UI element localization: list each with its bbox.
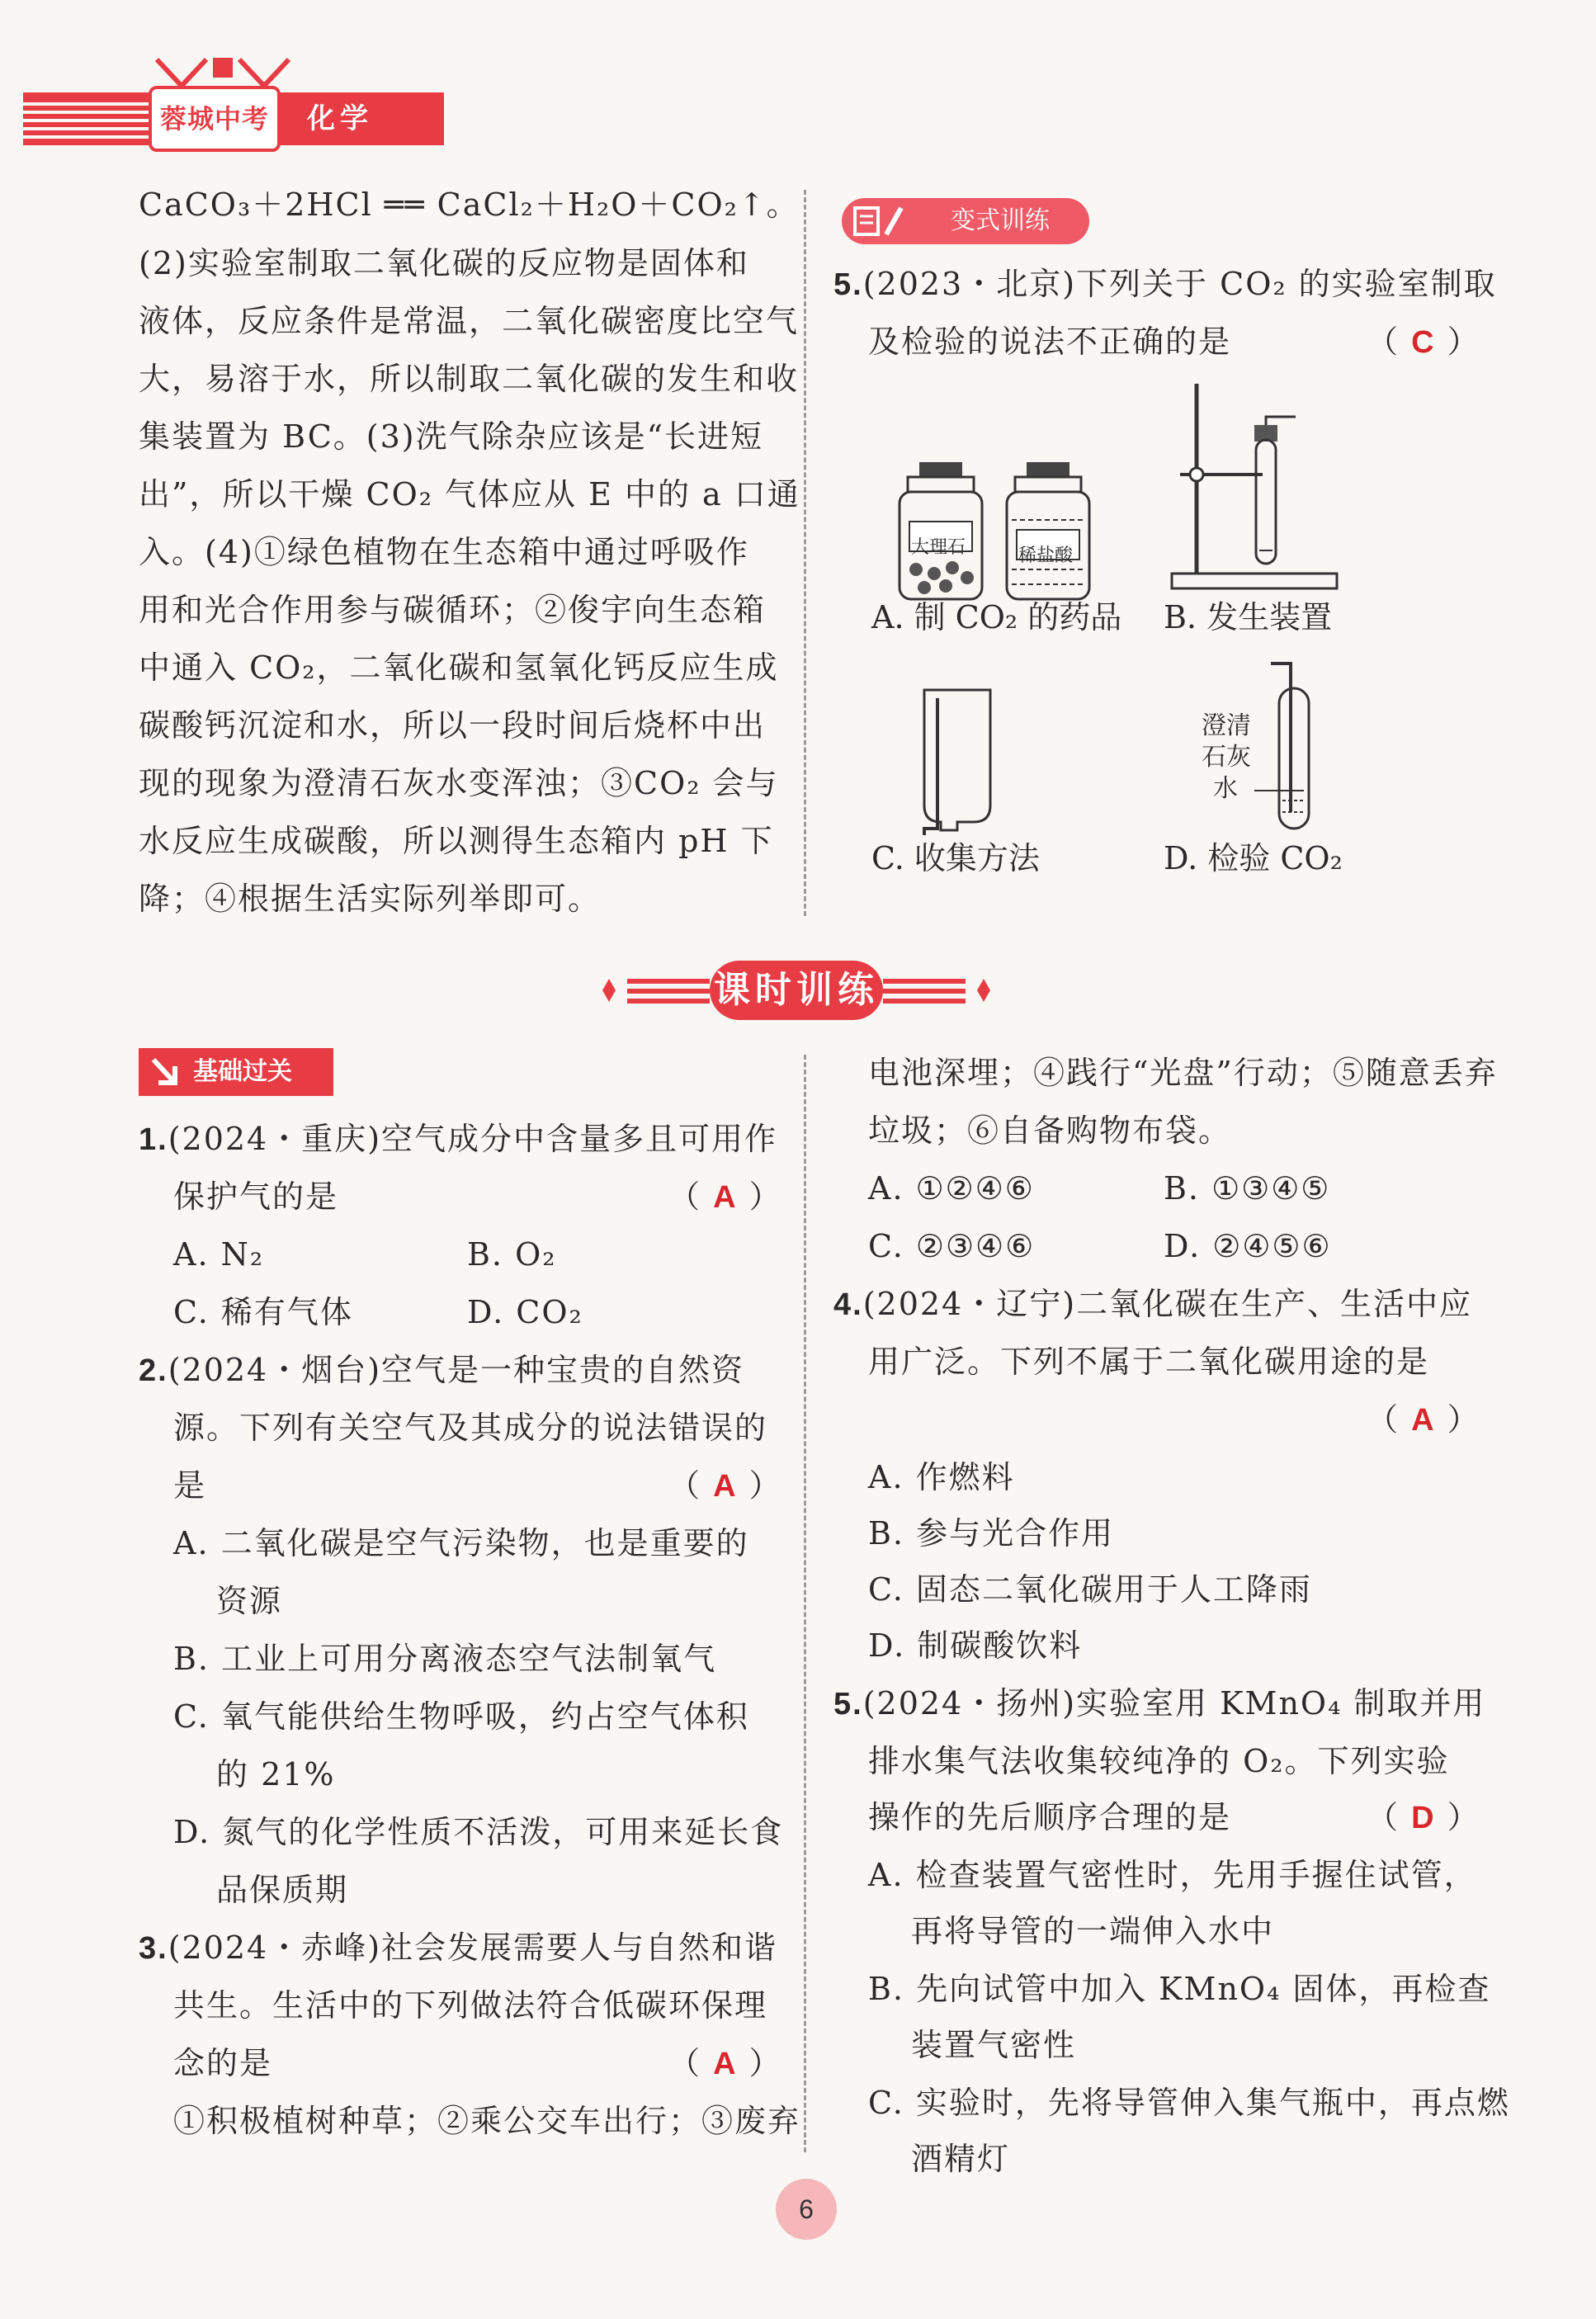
question-text: (2023・北京)下列关于 CO₂ 的实验室制取 [862, 266, 1497, 302]
question-text: 垃圾；⑥自备购物布袋。 [868, 1112, 1232, 1149]
answer-letter: C [1411, 325, 1436, 360]
option-b-label: B. 发生装置 [1164, 599, 1333, 635]
text-line: 大，易溶于水，所以制取二氧化碳的发生和收 [139, 361, 800, 397]
option-a: A. 作燃料 [868, 1459, 1015, 1495]
option-a: A. 二氧化碳是空气污染物，也是重要的 [173, 1525, 749, 1561]
text-line: 碳酸钙沉淀和水，所以一段时间后烧杯中出 [139, 707, 767, 744]
text-line: 液体，反应条件是常温，二氧化碳密度比空气 [139, 303, 800, 339]
option-c: C. 稀有气体 [173, 1294, 353, 1330]
basic-label-text: 基础过关 [193, 1057, 292, 1086]
text-line: (2)实验室制取二氧化碳的反应物是固体和 [139, 245, 749, 281]
option-b: B. 先向试管中加入 KMnO₄ 固体，再检查 [868, 1971, 1491, 2007]
text-line: 水反应生成碳酸，所以测得生态箱内 pH 下 [139, 823, 774, 859]
question-row [868, 324, 1231, 360]
question-text: 排水集气法收集较纯净的 O₂。下列实验 [868, 1743, 1450, 1779]
question-row [833, 1286, 1472, 1323]
option-b: B. O₂ [467, 1236, 557, 1273]
question-text: (2024・扬州)实验室用 KMnO₄ 制取并用 [862, 1685, 1486, 1722]
option-d: D. 氮气的化学性质不活泼，可用来延长食 [173, 1814, 784, 1850]
question-row [139, 1121, 777, 1158]
question-number: 5. [833, 1687, 863, 1722]
option-d: D. ②④⑤⑥ [1164, 1228, 1332, 1264]
answer-letter: D [1411, 1801, 1436, 1835]
limewater-label-2: 石灰 [1202, 743, 1251, 772]
question-row [833, 1685, 1485, 1722]
brand-badge [149, 86, 281, 152]
arrow-down-right-icon [145, 1048, 183, 1096]
answer-slot: （ A ） [668, 1467, 782, 1504]
text-line: 中通入 CO₂，二氧化碳和氢氧化钙反应生成 [139, 649, 779, 686]
question-text: 是 [173, 1467, 207, 1504]
option-b: B. ①③④⑤ [1164, 1170, 1331, 1207]
limewater-tube-figure [1254, 655, 1345, 837]
option-c-cont: 的 21% [216, 1756, 336, 1792]
option-a: A. ①②④⑥ [868, 1170, 1035, 1207]
text-line: 集装置为 BC。(3)洗气除杂应该是“长进短 [139, 418, 764, 455]
question-number: 1. [139, 1122, 168, 1157]
bottle1-label: 大理石 [911, 537, 966, 558]
limewater-label-3: 水 [1213, 774, 1238, 803]
question-text: 念的是 [173, 2045, 273, 2081]
option-c: C. 固态二氧化碳用于人工降雨 [868, 1571, 1312, 1608]
answer-letter: A [713, 2047, 738, 2081]
question-text: 共生。生活中的下列做法符合低碳环保理 [173, 1987, 768, 2024]
text-line: CaCO₃＋2HCl ══ CaCl₂＋H₂O＋CO₂↑。 [139, 187, 800, 223]
notebook-pencil-icon [850, 198, 916, 244]
option-c: C. 实验时，先将导管伸入集气瓶中，再点燃 [868, 2085, 1510, 2121]
option-d: D. CO₂ [467, 1294, 583, 1330]
text-line: 用和光合作用参与碳循环；②俊宇向生态箱 [139, 592, 767, 628]
answer-letter: A [713, 1180, 738, 1215]
option-a-cont: 再将导管的一端伸入水中 [911, 1913, 1275, 1949]
answer-letter: A [1411, 1403, 1436, 1438]
text-line: 入。(4)①绿色植物在生态箱中通过呼吸作 [139, 534, 749, 570]
column-divider [804, 190, 806, 916]
text-line: 现的现象为澄清石灰水变浑浊；③CO₂ 会与 [139, 765, 779, 801]
answer-letter: A [713, 1469, 738, 1504]
variant-label-text: 变式训练 [951, 206, 1050, 235]
question-number: 5. [833, 267, 863, 302]
question-text: (2024・赤峰)社会发展需要人与自然和谐 [168, 1929, 778, 1966]
option-b: B. 参与光合作用 [868, 1515, 1115, 1552]
option-d: D. 制碳酸饮料 [868, 1627, 1083, 1664]
question-text: (2024・重庆)空气成分中含量多且可用作 [168, 1121, 778, 1157]
question-number: 4. [833, 1287, 863, 1322]
generator-apparatus-figure [1164, 375, 1345, 598]
option-a: A. 检查装置气密性时，先用手握住试管， [868, 1857, 1477, 1893]
option-c-cont: 酒精灯 [911, 2141, 1011, 2177]
answer-slot: （ C ） [1367, 324, 1480, 360]
answer-slot: （ D ） [1367, 1799, 1480, 1835]
collection-jar-figure [908, 682, 1007, 838]
header-stripes [23, 97, 163, 140]
question-text: (2024・烟台)空气是一种宝贵的自然资 [168, 1352, 745, 1388]
question-text: 源。下列有关空气及其成分的说法错误的 [173, 1410, 768, 1446]
option-c: C. 氧气能供给生物呼吸，约占空气体积 [173, 1698, 749, 1735]
option-b: B. 工业上可用分离液态空气法制氧气 [173, 1641, 717, 1677]
brand-name: 蓉城中考 [159, 103, 269, 135]
option-d-cont: 品保质期 [216, 1872, 349, 1908]
page-number: 6 [776, 2179, 837, 2240]
question-row [139, 1929, 777, 1967]
option-a: A. N₂ [173, 1236, 265, 1273]
bottle2-label: 稀盐酸 [1018, 546, 1074, 566]
basic-label-tag [139, 1048, 333, 1096]
question-row [833, 266, 1497, 303]
column-divider [804, 1055, 806, 2152]
question-text: (2024・辽宁)二氧化碳在生产、生活中应 [862, 1286, 1473, 1322]
question-text: 电池深埋；④践行“光盘”行动；⑤随意丢弃 [868, 1055, 1498, 1091]
section-title: 课时训练 [714, 969, 879, 1011]
option-c: C. ②③④⑥ [868, 1228, 1036, 1264]
option-c-label: C. 收集方法 [871, 840, 1040, 876]
option-a-label: A. 制 CO₂ 的药品 [871, 599, 1122, 635]
option-a-cont: 资源 [216, 1583, 283, 1619]
question-number: 3. [139, 1931, 168, 1966]
variant-label-pill [842, 198, 1089, 244]
question-text: 用广泛。下列不属于二氧化碳用途的是 [868, 1344, 1430, 1380]
limewater-label-1: 澄清 [1202, 711, 1251, 740]
option-b-cont: 装置气密性 [911, 2027, 1077, 2063]
option-d-label: D. 检验 CO₂ [1164, 840, 1343, 876]
text-line: 降；④根据生活实际列举即可。 [139, 881, 602, 917]
answer-slot: （ A ） [668, 2045, 782, 2081]
text-line: 出”，所以干燥 CO₂ 气体应从 E 中的 a 口通 [139, 476, 800, 512]
question-number: 2. [139, 1353, 168, 1388]
answer-slot: （ A ） [1367, 1401, 1480, 1438]
question-text: 操作的先后顺序合理的是 [868, 1799, 1232, 1835]
answer-slot: （ A ） [668, 1178, 782, 1215]
subject-label: 化学 [307, 102, 373, 135]
question-text: 保护气的是 [173, 1178, 339, 1215]
question-text: ①积极植树种草；②乘公交车出行；③废弃 [173, 2103, 801, 2139]
question-text: 及检验的说法不正确的是 [868, 324, 1232, 360]
question-row [139, 1352, 744, 1389]
